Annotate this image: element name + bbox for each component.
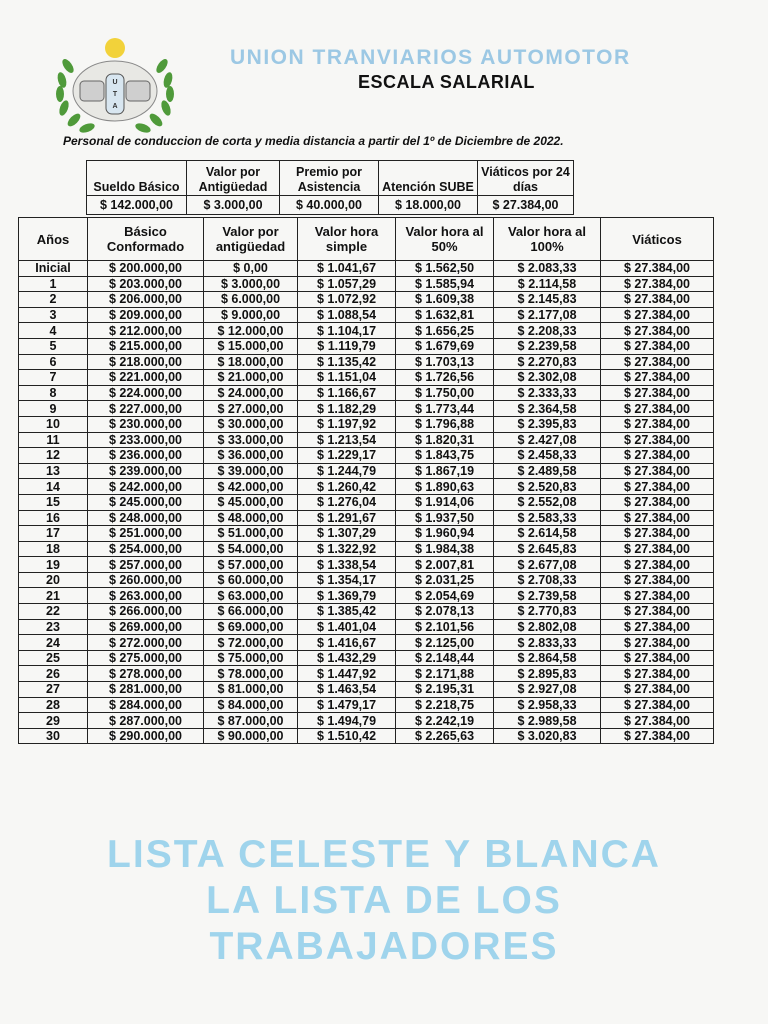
table-cell: $ 2.114,58 <box>494 276 601 292</box>
table-cell: $ 1.041,67 <box>298 261 396 277</box>
table-cell: $ 27.384,00 <box>601 354 714 370</box>
table-cell: $ 1.984,38 <box>396 541 494 557</box>
table-cell: $ 1.562,50 <box>396 261 494 277</box>
table-cell: $ 1.276,04 <box>298 494 396 510</box>
table-cell: $ 227.000,00 <box>88 401 204 417</box>
summary-value-row <box>87 196 574 215</box>
svg-text:U: U <box>112 79 118 86</box>
table-cell: $ 27.384,00 <box>601 650 714 666</box>
table-cell: $ 27.384,00 <box>601 604 714 620</box>
table-cell: $ 2.302,08 <box>494 370 601 386</box>
table-cell: $ 2.864,58 <box>494 650 601 666</box>
table-cell: $ 1.354,17 <box>298 572 396 588</box>
table-cell: $ 1.229,17 <box>298 448 396 464</box>
table-cell: $ 1.385,42 <box>298 604 396 620</box>
table-cell: $ 1.213,54 <box>298 432 396 448</box>
table-cell: $ 45.000,00 <box>204 494 298 510</box>
slogan <box>0 832 768 970</box>
table-cell: $ 2.708,33 <box>494 572 601 588</box>
table-cell: $ 27.384,00 <box>601 557 714 573</box>
column-header: Valor hora al 100% <box>494 218 601 261</box>
year-cell: 25 <box>19 650 88 666</box>
table-cell: $ 2.520,83 <box>494 479 601 495</box>
table-cell: $ 1.416,67 <box>298 635 396 651</box>
table-cell: $ 2.770,83 <box>494 604 601 620</box>
year-cell: 10 <box>19 416 88 432</box>
table-cell: $ 60.000,00 <box>204 572 298 588</box>
table-row <box>19 448 714 464</box>
table-cell: $ 9.000,00 <box>204 307 298 323</box>
table-cell: $ 1.166,67 <box>298 385 396 401</box>
year-cell: 6 <box>19 354 88 370</box>
table-cell: $ 2.054,69 <box>396 588 494 604</box>
slogan-line: TRABAJADORES <box>209 925 559 968</box>
table-row <box>19 432 714 448</box>
table-cell: $ 2.031,25 <box>396 572 494 588</box>
year-cell: 16 <box>19 510 88 526</box>
table-cell: $ 3.020,83 <box>494 728 601 744</box>
table-cell: $ 1.463,54 <box>298 682 396 698</box>
table-cell: $ 1.632,81 <box>396 307 494 323</box>
table-cell: $ 1.260,42 <box>298 479 396 495</box>
year-cell: 19 <box>19 557 88 573</box>
table-cell: $ 21.000,00 <box>204 370 298 386</box>
table-cell: $ 2.195,31 <box>396 682 494 698</box>
year-cell: 18 <box>19 541 88 557</box>
table-cell: $ 2.208,33 <box>494 323 601 339</box>
table-cell: $ 1.867,19 <box>396 463 494 479</box>
table-cell: $ 2.614,58 <box>494 526 601 542</box>
table-cell: $ 230.000,00 <box>88 416 204 432</box>
table-cell: $ 1.479,17 <box>298 697 396 713</box>
table-cell: $ 236.000,00 <box>88 448 204 464</box>
table-cell: $ 275.000,00 <box>88 650 204 666</box>
year-cell: 23 <box>19 619 88 635</box>
table-cell: $ 2.125,00 <box>396 635 494 651</box>
table-cell: $ 27.384,00 <box>601 338 714 354</box>
table-cell: $ 206.000,00 <box>88 292 204 308</box>
table-cell: $ 1.656,25 <box>396 323 494 339</box>
table-row <box>19 510 714 526</box>
table-cell: $ 27.384,00 <box>601 401 714 417</box>
table-cell: $ 1.072,92 <box>298 292 396 308</box>
year-cell: 4 <box>19 323 88 339</box>
table-row <box>19 494 714 510</box>
table-cell: $ 27.384,00 <box>601 261 714 277</box>
table-cell: $ 30.000,00 <box>204 416 298 432</box>
table-cell: $ 284.000,00 <box>88 697 204 713</box>
summary-header-cell: Atención SUBE <box>379 161 478 196</box>
year-cell: 28 <box>19 697 88 713</box>
slogan-line: LA LISTA DE LOS <box>206 879 562 922</box>
table-row <box>19 354 714 370</box>
table-cell: $ 287.000,00 <box>88 713 204 729</box>
table-cell: $ 2.489,58 <box>494 463 601 479</box>
summary-value-cell: $ 142.000,00 <box>87 196 187 215</box>
table-cell: $ 290.000,00 <box>88 728 204 744</box>
table-cell: $ 90.000,00 <box>204 728 298 744</box>
year-cell: 27 <box>19 682 88 698</box>
table-cell: $ 209.000,00 <box>88 307 204 323</box>
table-cell: $ 1.585,94 <box>396 276 494 292</box>
summary-value-cell: $ 18.000,00 <box>379 196 478 215</box>
table-cell: $ 27.384,00 <box>601 416 714 432</box>
summary-header-cell: Premio por Asistencia <box>280 161 379 196</box>
year-cell: Inicial <box>19 261 88 277</box>
table-cell: $ 27.384,00 <box>601 385 714 401</box>
table-cell: $ 281.000,00 <box>88 682 204 698</box>
year-cell: 5 <box>19 338 88 354</box>
table-row <box>19 479 714 495</box>
table-row <box>19 697 714 713</box>
column-header: Viáticos <box>601 218 714 261</box>
year-cell: 7 <box>19 370 88 386</box>
table-cell: $ 1.291,67 <box>298 510 396 526</box>
table-row <box>19 650 714 666</box>
table-cell: $ 2.177,08 <box>494 307 601 323</box>
table-cell: $ 36.000,00 <box>204 448 298 464</box>
table-cell: $ 1.510,42 <box>298 728 396 744</box>
table-cell: $ 2.270,83 <box>494 354 601 370</box>
table-cell: $ 15.000,00 <box>204 338 298 354</box>
table-cell: $ 87.000,00 <box>204 713 298 729</box>
table-cell: $ 2.427,08 <box>494 432 601 448</box>
table-cell: $ 1.679,69 <box>396 338 494 354</box>
table-cell: $ 27.384,00 <box>601 588 714 604</box>
table-cell: $ 218.000,00 <box>88 354 204 370</box>
org-title: UNION TRANVIARIOS AUTOMOTOR <box>230 46 631 69</box>
table-cell: $ 27.384,00 <box>601 323 714 339</box>
table-cell: $ 203.000,00 <box>88 276 204 292</box>
table-cell: $ 27.384,00 <box>601 666 714 682</box>
year-cell: 12 <box>19 448 88 464</box>
summary-header-cell: Sueldo Básico <box>87 161 187 196</box>
table-cell: $ 1.447,92 <box>298 666 396 682</box>
table-cell: $ 1.796,88 <box>396 416 494 432</box>
table-row <box>19 385 714 401</box>
table-cell: $ 2.395,83 <box>494 416 601 432</box>
table-cell: $ 42.000,00 <box>204 479 298 495</box>
table-cell: $ 27.384,00 <box>601 619 714 635</box>
table-cell: $ 1.750,00 <box>396 385 494 401</box>
table-row <box>19 276 714 292</box>
table-cell: $ 27.384,00 <box>601 526 714 542</box>
table-row <box>19 541 714 557</box>
table-cell: $ 1.432,29 <box>298 650 396 666</box>
table-cell: $ 27.384,00 <box>601 292 714 308</box>
year-cell: 15 <box>19 494 88 510</box>
table-cell: $ 1.119,79 <box>298 338 396 354</box>
table-cell: $ 51.000,00 <box>204 526 298 542</box>
table-row <box>19 619 714 635</box>
table-cell: $ 27.384,00 <box>601 432 714 448</box>
table-cell: $ 212.000,00 <box>88 323 204 339</box>
table-cell: $ 200.000,00 <box>88 261 204 277</box>
table-cell: $ 27.384,00 <box>601 307 714 323</box>
summary-header-cell: Valor por Antigüedad <box>187 161 280 196</box>
table-cell: $ 257.000,00 <box>88 557 204 573</box>
table-cell: $ 33.000,00 <box>204 432 298 448</box>
table-row <box>19 338 714 354</box>
table-cell: $ 2.833,33 <box>494 635 601 651</box>
table-cell: $ 2.583,33 <box>494 510 601 526</box>
table-row <box>19 323 714 339</box>
table-cell: $ 1.401,04 <box>298 619 396 635</box>
table-cell: $ 2.333,33 <box>494 385 601 401</box>
table-cell: $ 3.000,00 <box>204 276 298 292</box>
table-cell: $ 2.364,58 <box>494 401 601 417</box>
table-cell: $ 269.000,00 <box>88 619 204 635</box>
table-cell: $ 27.384,00 <box>601 713 714 729</box>
table-cell: $ 1.820,31 <box>396 432 494 448</box>
salary-table <box>18 217 714 744</box>
table-cell: $ 27.384,00 <box>601 728 714 744</box>
summary-header-cell: Viáticos por 24 días <box>478 161 574 196</box>
table-cell: $ 27.384,00 <box>601 276 714 292</box>
table-cell: $ 18.000,00 <box>204 354 298 370</box>
table-cell: $ 1.369,79 <box>298 588 396 604</box>
table-row <box>19 666 714 682</box>
year-cell: 22 <box>19 604 88 620</box>
table-cell: $ 1.197,92 <box>298 416 396 432</box>
table-cell: $ 27.384,00 <box>601 448 714 464</box>
table-cell: $ 1.494,79 <box>298 713 396 729</box>
table-cell: $ 66.000,00 <box>204 604 298 620</box>
table-row <box>19 292 714 308</box>
year-cell: 11 <box>19 432 88 448</box>
salary-header-row <box>19 218 714 261</box>
table-cell: $ 2.989,58 <box>494 713 601 729</box>
table-cell: $ 2.265,63 <box>396 728 494 744</box>
year-cell: 20 <box>19 572 88 588</box>
doc-title: ESCALA SALARIAL <box>358 72 535 92</box>
year-cell: 21 <box>19 588 88 604</box>
column-header: Valor hora simple <box>298 218 396 261</box>
table-cell: $ 39.000,00 <box>204 463 298 479</box>
table-cell: $ 1.937,50 <box>396 510 494 526</box>
year-cell: 14 <box>19 479 88 495</box>
table-cell: $ 1.914,06 <box>396 494 494 510</box>
table-cell: $ 27.384,00 <box>601 494 714 510</box>
table-cell: $ 1.726,56 <box>396 370 494 386</box>
slogan-line: LISTA CELESTE Y BLANCA <box>107 833 661 876</box>
table-cell: $ 1.890,63 <box>396 479 494 495</box>
table-cell: $ 233.000,00 <box>88 432 204 448</box>
table-cell: $ 2.145,83 <box>494 292 601 308</box>
table-cell: $ 12.000,00 <box>204 323 298 339</box>
table-cell: $ 1.338,54 <box>298 557 396 573</box>
year-cell: 2 <box>19 292 88 308</box>
table-cell: $ 1.307,29 <box>298 526 396 542</box>
table-cell: $ 2.239,58 <box>494 338 601 354</box>
table-cell: $ 1.609,38 <box>396 292 494 308</box>
table-cell: $ 278.000,00 <box>88 666 204 682</box>
table-cell: $ 27.384,00 <box>601 682 714 698</box>
table-row <box>19 682 714 698</box>
table-cell: $ 1.703,13 <box>396 354 494 370</box>
table-row <box>19 526 714 542</box>
table-cell: $ 57.000,00 <box>204 557 298 573</box>
column-header: Básico Conformado <box>88 218 204 261</box>
table-cell: $ 72.000,00 <box>204 635 298 651</box>
year-cell: 17 <box>19 526 88 542</box>
table-cell: $ 63.000,00 <box>204 588 298 604</box>
table-cell: $ 1.151,04 <box>298 370 396 386</box>
table-cell: $ 2.101,56 <box>396 619 494 635</box>
year-cell: 29 <box>19 713 88 729</box>
table-row <box>19 307 714 323</box>
summary-header-row <box>87 161 574 196</box>
year-cell: 13 <box>19 463 88 479</box>
table-cell: $ 260.000,00 <box>88 572 204 588</box>
year-cell: 1 <box>19 276 88 292</box>
table-cell: $ 266.000,00 <box>88 604 204 620</box>
summary-value-cell: $ 40.000,00 <box>280 196 379 215</box>
table-cell: $ 263.000,00 <box>88 588 204 604</box>
year-cell: 30 <box>19 728 88 744</box>
table-cell: $ 1.843,75 <box>396 448 494 464</box>
table-cell: $ 2.148,44 <box>396 650 494 666</box>
table-cell: $ 27.384,00 <box>601 370 714 386</box>
table-cell: $ 75.000,00 <box>204 650 298 666</box>
table-cell: $ 2.242,19 <box>396 713 494 729</box>
table-cell: $ 48.000,00 <box>204 510 298 526</box>
table-cell: $ 251.000,00 <box>88 526 204 542</box>
table-cell: $ 1.057,29 <box>298 276 396 292</box>
table-cell: $ 1.135,42 <box>298 354 396 370</box>
table-row <box>19 713 714 729</box>
svg-text:T: T <box>112 91 118 98</box>
table-cell: $ 2.739,58 <box>494 588 601 604</box>
table-row <box>19 370 714 386</box>
table-row <box>19 572 714 588</box>
table-row <box>19 261 714 277</box>
table-cell: $ 239.000,00 <box>88 463 204 479</box>
table-cell: $ 1.322,92 <box>298 541 396 557</box>
table-cell: $ 272.000,00 <box>88 635 204 651</box>
salary-table-body <box>19 261 714 744</box>
subtitle: Personal de conduccion de corta y media distancia a partir del 1º de Diciembre de 2022. <box>63 134 564 148</box>
table-row <box>19 635 714 651</box>
column-header: Valor hora al 50% <box>396 218 494 261</box>
table-cell: $ 2.552,08 <box>494 494 601 510</box>
table-row <box>19 416 714 432</box>
table-cell: $ 27.384,00 <box>601 510 714 526</box>
table-row <box>19 604 714 620</box>
summary-table <box>86 160 574 215</box>
svg-text:A: A <box>112 103 118 110</box>
year-cell: 8 <box>19 385 88 401</box>
table-cell: $ 2.171,88 <box>396 666 494 682</box>
table-cell: $ 224.000,00 <box>88 385 204 401</box>
table-cell: $ 27.384,00 <box>601 479 714 495</box>
table-cell: $ 248.000,00 <box>88 510 204 526</box>
table-cell: $ 0,00 <box>204 261 298 277</box>
table-cell: $ 27.384,00 <box>601 635 714 651</box>
table-cell: $ 242.000,00 <box>88 479 204 495</box>
table-cell: $ 27.000,00 <box>204 401 298 417</box>
summary-value-cell: $ 3.000,00 <box>187 196 280 215</box>
table-cell: $ 27.384,00 <box>601 463 714 479</box>
table-cell: $ 1.244,79 <box>298 463 396 479</box>
table-cell: $ 2.645,83 <box>494 541 601 557</box>
summary-value-cell: $ 27.384,00 <box>478 196 574 215</box>
column-header: Años <box>19 218 88 261</box>
year-cell: 24 <box>19 635 88 651</box>
table-cell: $ 27.384,00 <box>601 697 714 713</box>
table-cell: $ 24.000,00 <box>204 385 298 401</box>
table-cell: $ 78.000,00 <box>204 666 298 682</box>
table-cell: $ 2.458,33 <box>494 448 601 464</box>
year-cell: 3 <box>19 307 88 323</box>
table-row <box>19 463 714 479</box>
uta-logo <box>50 36 180 136</box>
table-row <box>19 401 714 417</box>
table-cell: $ 1.104,17 <box>298 323 396 339</box>
table-cell: $ 245.000,00 <box>88 494 204 510</box>
table-cell: $ 2.958,33 <box>494 697 601 713</box>
table-cell: $ 27.384,00 <box>601 541 714 557</box>
table-cell: $ 2.078,13 <box>396 604 494 620</box>
table-cell: $ 1.182,29 <box>298 401 396 417</box>
table-cell: $ 2.083,33 <box>494 261 601 277</box>
table-cell: $ 2.218,75 <box>396 697 494 713</box>
table-cell: $ 221.000,00 <box>88 370 204 386</box>
table-cell: $ 1.773,44 <box>396 401 494 417</box>
table-cell: $ 84.000,00 <box>204 697 298 713</box>
table-cell: $ 81.000,00 <box>204 682 298 698</box>
table-cell: $ 1.088,54 <box>298 307 396 323</box>
column-header: Valor por antigüedad <box>204 218 298 261</box>
table-cell: $ 215.000,00 <box>88 338 204 354</box>
table-cell: $ 254.000,00 <box>88 541 204 557</box>
table-cell: $ 2.677,08 <box>494 557 601 573</box>
year-cell: 26 <box>19 666 88 682</box>
year-cell: 9 <box>19 401 88 417</box>
table-cell: $ 27.384,00 <box>601 572 714 588</box>
table-cell: $ 2.927,08 <box>494 682 601 698</box>
table-cell: $ 2.895,83 <box>494 666 601 682</box>
table-row <box>19 728 714 744</box>
table-cell: $ 6.000,00 <box>204 292 298 308</box>
sun-icon <box>105 38 125 58</box>
table-cell: $ 69.000,00 <box>204 619 298 635</box>
table-cell: $ 1.960,94 <box>396 526 494 542</box>
table-cell: $ 2.007,81 <box>396 557 494 573</box>
table-row <box>19 588 714 604</box>
table-cell: $ 2.802,08 <box>494 619 601 635</box>
table-row <box>19 557 714 573</box>
table-cell: $ 54.000,00 <box>204 541 298 557</box>
